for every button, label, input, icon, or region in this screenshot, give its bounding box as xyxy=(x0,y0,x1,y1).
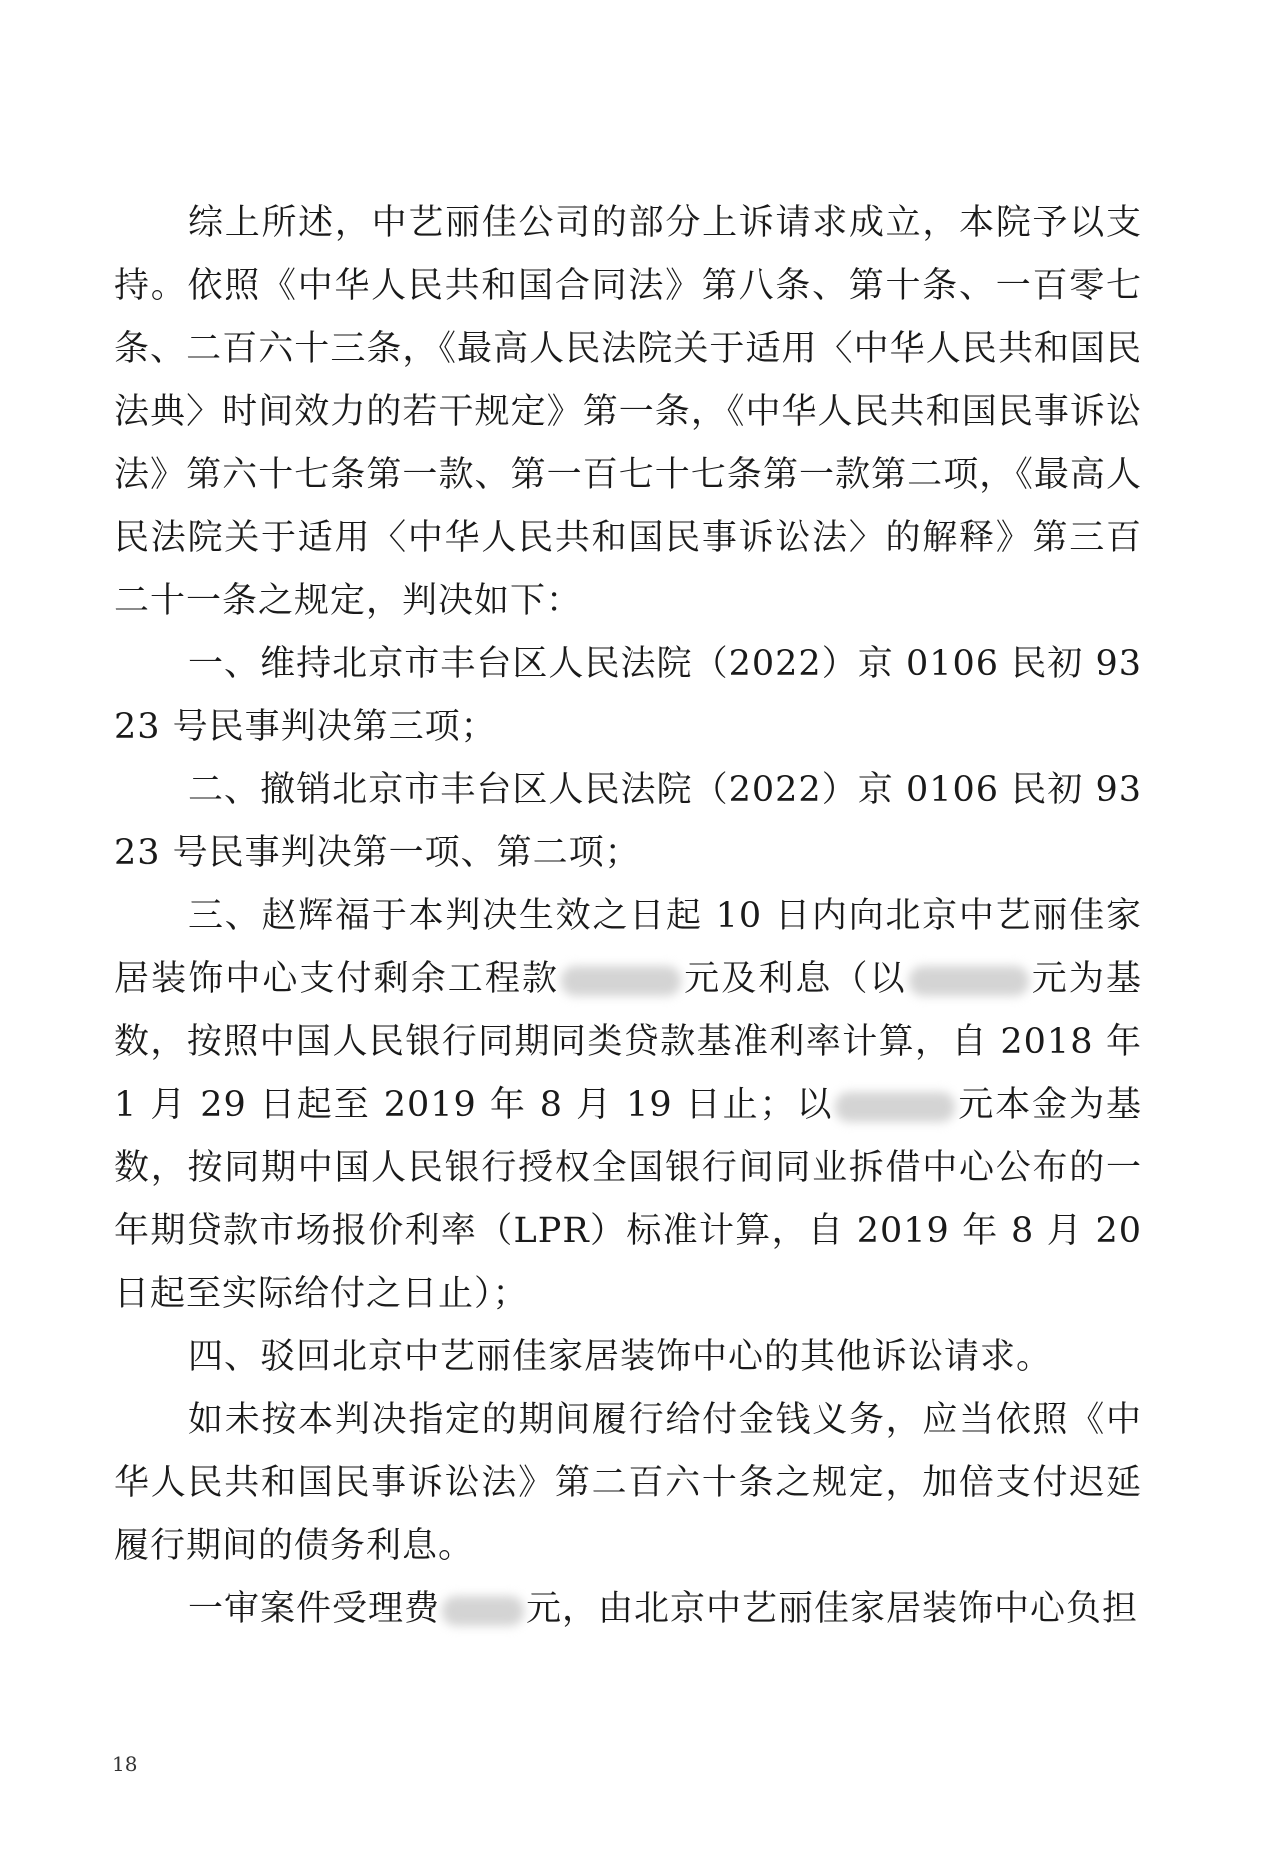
paragraph-judgment-item-3 xyxy=(114,885,1142,1326)
paragraph-judgment-item-4: 四、驳回北京中艺丽佳家居装饰中心的其他诉讼请求。 xyxy=(188,1337,1053,1377)
item-3-text-b: 元及利息（以 xyxy=(683,959,907,999)
redacted-amount xyxy=(909,966,1029,996)
item-3-text-d: 元本金为基数，按同期中国人民银行授权全国银行间同业拆借中心公布的一年期贷款市场报价利率（LPR）标准计算，自 2019 年 8 月 20 日起至实际给付之日止）； xyxy=(114,1085,1142,1314)
redacted-amount xyxy=(442,1596,524,1626)
redacted-amount xyxy=(561,966,681,996)
paragraph-case-fee xyxy=(114,1578,1142,1641)
redacted-amount xyxy=(835,1092,955,1122)
paragraph-late-payment-notice: 如未按本判决指定的期间履行给付金钱义务，应当依照《中华人民共和国民事诉讼法》第二百六十条之规定，加倍支付迟延履行期间的债务利息。 xyxy=(114,1400,1142,1566)
case-fee-text-a: 一审案件受理费 xyxy=(188,1589,441,1629)
paragraph-judgment-item-1: 一、维持北京市丰台区人民法院（2022）京 0106 民初 9323 号民事判决第三项； xyxy=(114,644,1142,747)
case-fee-text-b: 元，由北京中艺丽佳家居装饰中心负担 xyxy=(526,1589,1139,1629)
page-number: 18 xyxy=(112,1752,138,1776)
paragraph-conclusion: 综上所述，中艺丽佳公司的部分上诉请求成立，本院予以支持。依照《中华人民共和国合同法》第八条、第十条、一百零七条、二百六十三条，《最高人民法院关于适用〈中华人民共和国民法典〉时间效力的若干规定》第一条，《中华人民共和国民事诉讼法》第六十七条第一款、第一百七十七条第一款第二项，《最高人民法院关于适用〈中华人民共和国民事诉讼法〉的解释》第三百二十一条之规定，判决如下： xyxy=(114,203,1142,621)
item-3-text-c: 元为基数，按照中国人民银行同期同类贷款基准利率计算，自 2018 年 1 月 29 日起至 2019 年 8 月 19 日止；以 xyxy=(114,959,1142,1125)
paragraph-judgment-item-2: 二、撤销北京市丰台区人民法院（2022）京 0106 民初 9323 号民事判决第一项、第二项； xyxy=(114,770,1142,873)
item-3-text-a: 三、赵辉福于本判决生效之日起 10 日内向北京中艺丽佳家居装饰中心支付剩余工程款 xyxy=(114,896,1142,999)
document-body xyxy=(114,192,1142,1641)
